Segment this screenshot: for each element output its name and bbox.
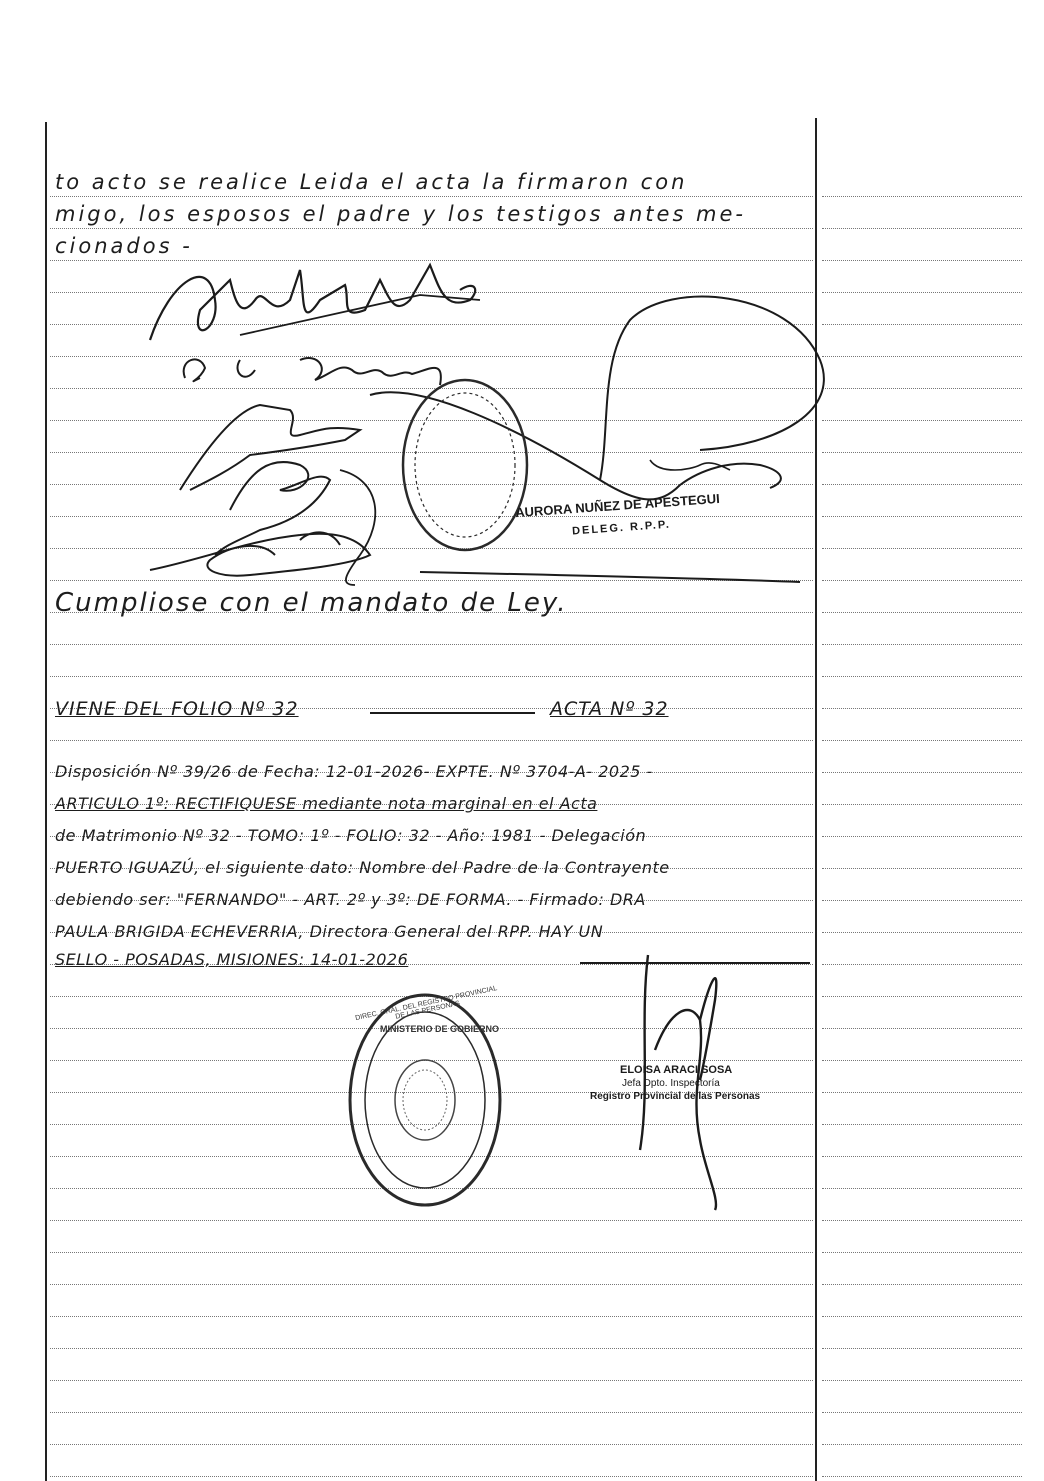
stamp-registro-role: DELEG. R.P.P. — [571, 518, 672, 538]
seal-inner-text: MINISTERIO DE GOBIERNO — [380, 1024, 500, 1034]
disposicion-line-2: ARTICULO 1º: RECTIFIQUESE mediante nota marginal en el Acta — [55, 794, 598, 813]
disposicion-line-3: de Matrimonio Nº 32 - TOMO: 1º - FOLIO: 32 - Año: 1981 - Delegación — [55, 826, 647, 845]
signature-3 — [180, 405, 360, 490]
stamp-registro-name: AURORA NUÑEZ DE APESTEGUI — [514, 490, 721, 521]
disposicion-end-dash — [580, 962, 810, 964]
folio-right: ACTA Nº 32 — [550, 698, 669, 720]
manuscript-line-1: to acto se realice Leida el acta la firmaron con — [55, 170, 688, 194]
disposicion-line-6: PAULA BRIGIDA ECHEVERRIA, Directora General del RPP. HAY UN — [55, 922, 604, 941]
manuscript-line-2: migo, los esposos el padre y los testigos antes me- — [55, 202, 747, 226]
folio-dash — [370, 712, 535, 714]
stamp-jefa-org: Registro Provincial de las Personas — [590, 1091, 761, 1102]
disposicion-line-4: PUERTO IGUAZÚ, el siguiente dato: Nombre del Padre de la Contrayente — [55, 858, 670, 877]
folio-left: VIENE DEL FOLIO Nº 32 — [55, 698, 299, 720]
seal-ring-text: DIREC. GRAL. DEL REGISTRO PROVINCIAL DE LAS PERSONAS — [354, 985, 498, 1023]
stamp-jefa-name: ELOISA ARACI SOSA — [620, 1064, 733, 1076]
disposicion-line-5: debiendo ser: "FERNANDO" - ART. 2º y 3º: DE FORMA. - Firmado: DRA — [55, 890, 646, 909]
manuscript-line-3: cionados - — [55, 234, 193, 258]
registro-oval-stamp — [403, 380, 527, 550]
disposicion-line-1: Disposición Nº 39/26 de Fecha: 12-01-2026- EXPTE. Nº 3704-A- 2025 - — [55, 762, 653, 781]
closing-line: Cumpliose con el mandato de Ley. — [55, 588, 568, 618]
disposicion-line-7: SELLO - POSADAS, MISIONES: 14-01-2026 — [55, 950, 409, 969]
signature-2 — [184, 358, 441, 385]
stamp-jefa-role: Jefa Dpto. Inspectoría — [622, 1078, 720, 1089]
signature-1 — [150, 265, 475, 340]
